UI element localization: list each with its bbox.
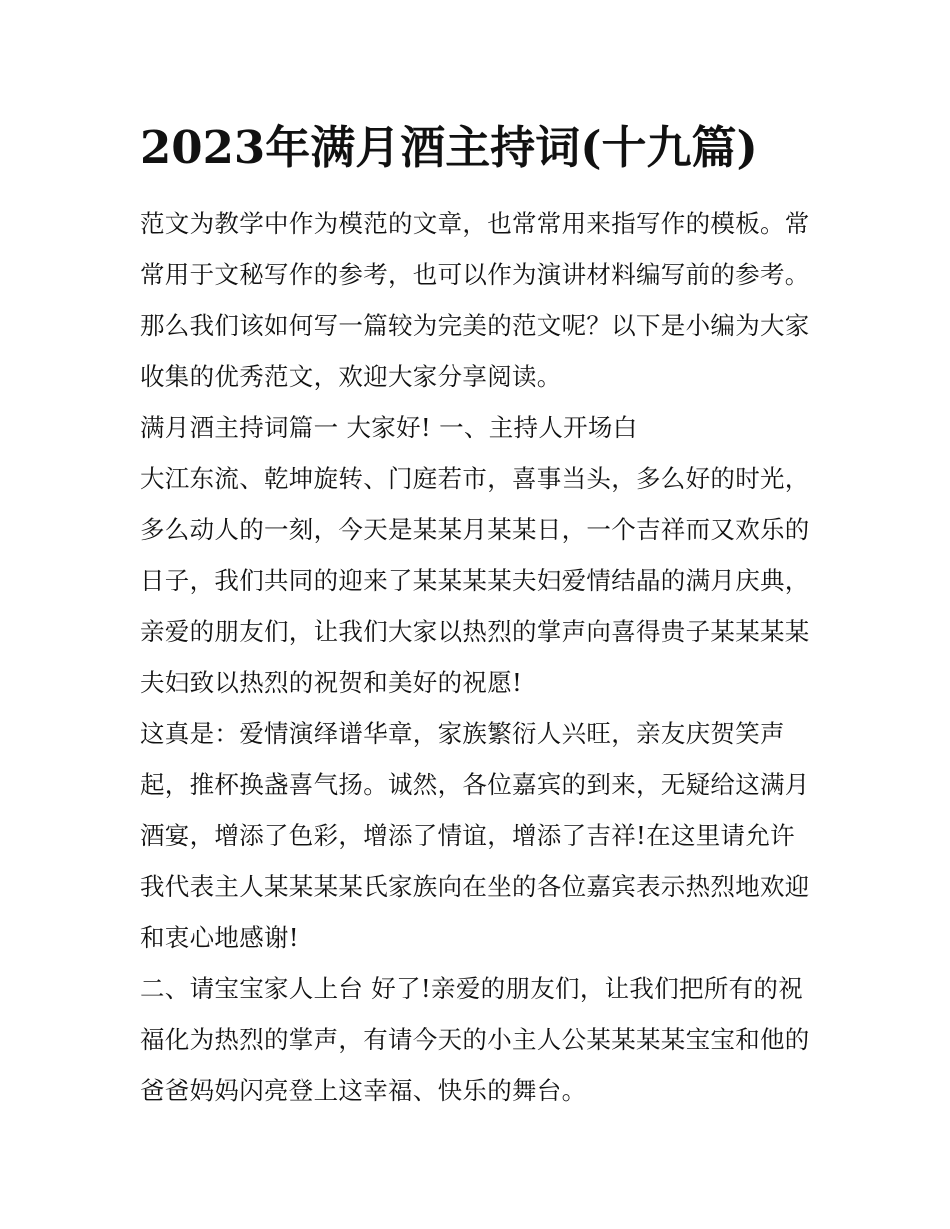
text-line: 起，推杯换盏喜气扬。诚然，各位嘉宾的到来，无疑给这满月 xyxy=(140,770,810,799)
text-line: 日子，我们共同的迎来了某某某某夫妇爱情结晶的满月庆典， xyxy=(140,566,810,595)
text-line: 我代表主人某某某某氏家族向在坐的各位嘉宾表示热烈地欢迎 xyxy=(140,872,810,901)
document-title: 2023年满月酒主持词(十九篇) xyxy=(140,121,758,174)
text-line: 二、请宝宝家人上台 好了!亲爱的朋友们，让我们把所有的祝 xyxy=(140,974,804,1003)
text-line: 满月酒主持词篇一 大家好! 一、主持人开场白 xyxy=(140,413,638,442)
text-line: 那么我们该如何写一篇较为完美的范文呢？以下是小编为大家 xyxy=(140,311,810,340)
text-line: 爸爸妈妈闪亮登上这幸福、快乐的舞台。 xyxy=(140,1076,587,1105)
text-line: 亲爱的朋友们，让我们大家以热烈的掌声向喜得贵子某某某某 xyxy=(140,617,810,646)
text-line: 酒宴，增添了色彩，增添了情谊，增添了吉祥!在这里请允许 xyxy=(140,821,795,850)
paragraph-section-heading xyxy=(140,402,820,453)
text-line: 和衷心地感谢! xyxy=(140,923,299,952)
paragraph-welcome xyxy=(140,708,820,963)
paragraph-family-on-stage xyxy=(140,963,820,1116)
text-line: 福化为热烈的掌声，有请今天的小主人公某某某某宝宝和他的 xyxy=(140,1025,810,1054)
paragraph-opening xyxy=(140,453,820,708)
text-line: 夫妇致以热烈的祝贺和美好的祝愿! xyxy=(140,668,523,697)
paragraph-intro xyxy=(140,198,820,402)
text-line: 收集的优秀范文，欢迎大家分享阅读。 xyxy=(140,362,562,391)
text-line: 范文为教学中作为模范的文章，也常常用来指写作的模板。常 xyxy=(140,209,810,238)
text-line: 大江东流、乾坤旋转、门庭若市，喜事当头，多么好的时光， xyxy=(140,464,810,493)
text-line: 常用于文秘写作的参考，也可以作为演讲材料编写前的参考。 xyxy=(140,260,810,289)
text-line: 这真是：爱情演绎谱华章，家族繁衍人兴旺，亲友庆贺笑声 xyxy=(140,719,785,748)
text-line: 多么动人的一刻，今天是某某月某某日，一个吉祥而又欢乐的 xyxy=(140,515,810,544)
document-body xyxy=(140,198,820,1116)
